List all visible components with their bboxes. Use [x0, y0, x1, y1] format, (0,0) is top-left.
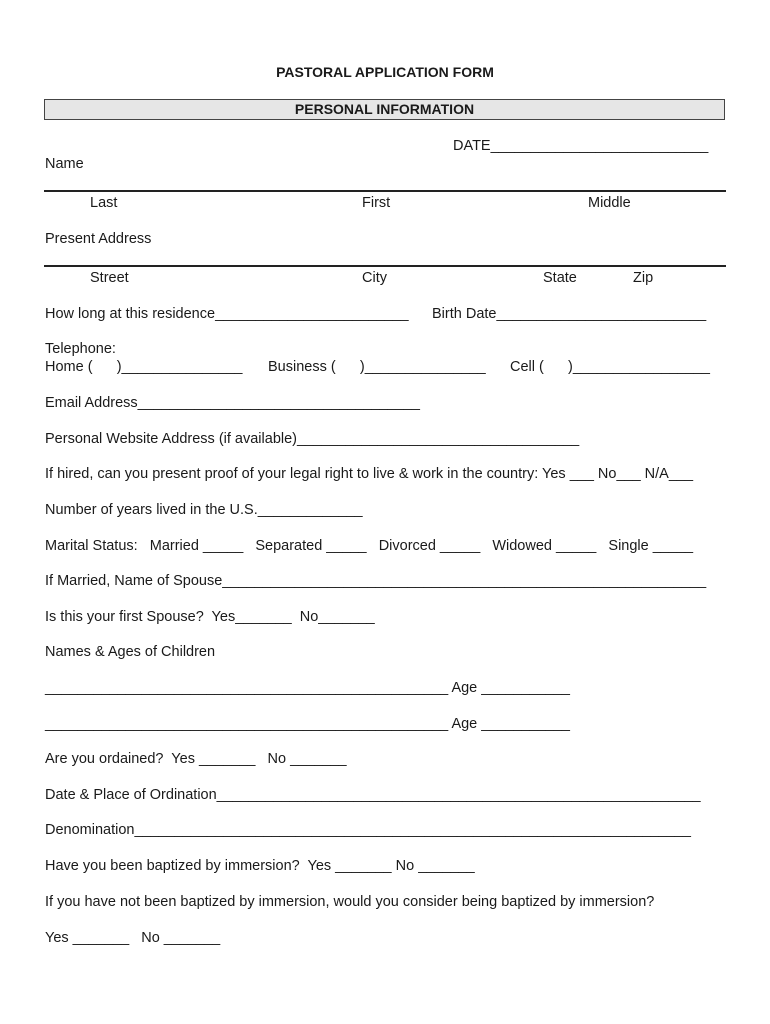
consider-baptism-answer[interactable]: Yes _______ No _______	[45, 930, 221, 946]
children-label: Names & Ages of Children	[45, 644, 216, 660]
date-field[interactable]: DATE___________________________	[453, 138, 709, 154]
first-name-label: First	[362, 195, 391, 211]
child-line-1[interactable]: __________________________________________________ Age ___________	[45, 680, 570, 696]
middle-name-label: Middle	[588, 195, 631, 211]
denomination-field[interactable]: Denomination_____________________________________________________________________	[45, 822, 691, 838]
baptized-question[interactable]: Have you been baptized by immersion? Yes _______ No _______	[45, 858, 475, 874]
residence-duration-field[interactable]: How long at this residence________________________	[45, 306, 409, 322]
form-title: PASTORAL APPLICATION FORM	[276, 64, 494, 80]
spouse-name-field[interactable]: If Married, Name of Spouse____________________________________________________________	[45, 573, 707, 589]
business-phone-field[interactable]: Business ( )_______________	[268, 359, 486, 375]
address-field-line[interactable]	[44, 265, 726, 267]
child-line-2[interactable]: __________________________________________________ Age ___________	[45, 716, 570, 732]
marital-status-field[interactable]: Marital Status: Married _____ Separated _____ Divorced _____ Widowed _____ Single _____	[45, 538, 694, 554]
home-phone-field[interactable]: Home ( )_______________	[45, 359, 243, 375]
name-field-line[interactable]	[44, 190, 726, 192]
ordained-question[interactable]: Are you ordained? Yes _______ No _______	[45, 751, 347, 767]
city-label: City	[362, 270, 387, 286]
legal-right-question[interactable]: If hired, can you present proof of your legal right to live & work in the country: Yes ___ No___ N/A___	[45, 466, 694, 482]
present-address-label: Present Address	[45, 231, 152, 247]
ordination-field[interactable]: Date & Place of Ordination____________________________________________________________	[45, 787, 701, 803]
street-label: Street	[90, 270, 129, 286]
telephone-label: Telephone:	[45, 341, 116, 357]
website-field[interactable]: Personal Website Address (if available)___________________________________	[45, 431, 580, 447]
last-name-label: Last	[90, 195, 118, 211]
section-header-personal-information: PERSONAL INFORMATION	[44, 99, 725, 120]
first-spouse-question[interactable]: Is this your first Spouse? Yes_______ No_______	[45, 609, 375, 625]
consider-baptism-question: If you have not been baptized by immersion, would you consider being baptized by immersion?	[45, 894, 655, 910]
state-label: State	[543, 270, 577, 286]
years-us-field[interactable]: Number of years lived in the U.S._____________	[45, 502, 363, 518]
cell-phone-field[interactable]: Cell ( )_________________	[510, 359, 710, 375]
name-label: Name	[45, 156, 84, 172]
email-field[interactable]: Email Address___________________________________	[45, 395, 420, 411]
zip-label: Zip	[633, 270, 654, 286]
birth-date-field[interactable]: Birth Date__________________________	[432, 306, 707, 322]
